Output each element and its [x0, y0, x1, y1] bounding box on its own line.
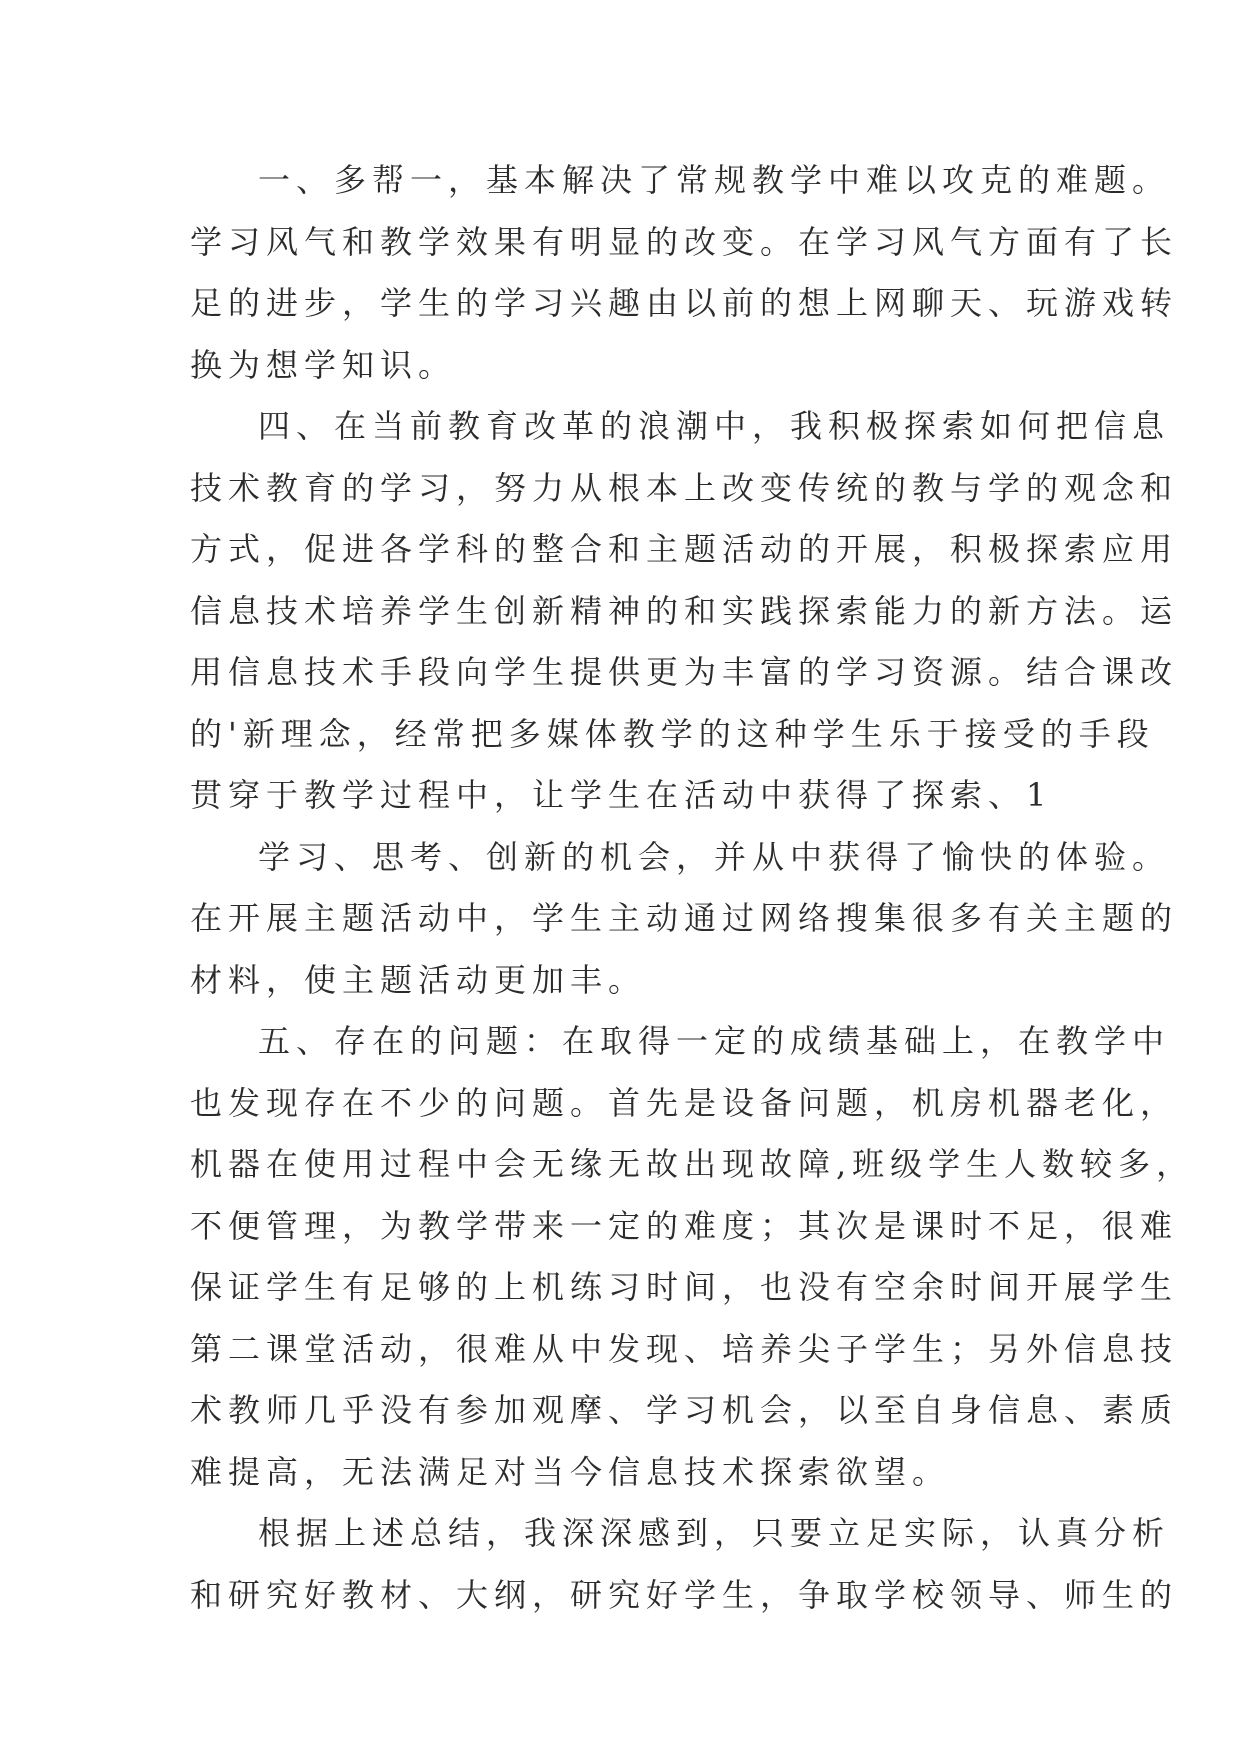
- paragraph-line: 的'新理念，经常把多媒体教学的这种学生乐于接受的手段: [190, 714, 1155, 753]
- paragraph-line: 也发现存在不少的问题。首先是设备问题，机房机器老化，: [190, 1083, 1179, 1122]
- paragraph-line: 第二课堂活动，很难从中发现、培养尖子学生；另外信息技: [190, 1329, 1179, 1368]
- paragraph-line: 贯穿于教学过程中，让学生在活动中获得了探索、1: [190, 776, 1053, 814]
- paragraph-line: 难提高，无法满足对当今信息技术探索欲望。: [190, 1452, 951, 1491]
- paragraph-line: 足的进步，学生的学习兴趣由以前的想上网聊天、玩游戏转: [190, 284, 1179, 322]
- paragraph-line: 方式，促进各学科的整合和主题活动的开展，积极探索应用: [190, 530, 1179, 568]
- paragraph-line: 换为想学知识。: [190, 345, 457, 384]
- paragraph-line: 材料，使主题活动更加丰。: [190, 960, 647, 999]
- paragraph-line: 一、多帮一，基本解决了常规教学中难以攻克的难题。: [258, 161, 1171, 199]
- paragraph-line: 用信息技术手段向学生提供更为丰富的学习资源。结合课改: [190, 653, 1179, 691]
- paragraph-line: 四、在当前教育改革的浪潮中，我积极探索如何把信息: [258, 407, 1171, 445]
- paragraph-line: 学习、思考、创新的机会，并从中获得了愉快的体验。: [258, 837, 1171, 876]
- paragraph-line: 五、存在的问题：在取得一定的成绩基础上，在教学中: [258, 1022, 1171, 1060]
- paragraph-line: 术教师几乎没有参加观摩、学习机会，以至自身信息、素质: [190, 1391, 1179, 1429]
- paragraph-line: 保证学生有足够的上机练习时间，也没有空余时间开展学生: [190, 1268, 1179, 1306]
- paragraph-line: 学习风气和教学效果有明显的改变。在学习风气方面有了长: [190, 222, 1179, 261]
- document-body: [190, 150, 1195, 1626]
- paragraph-line: 信息技术培养学生创新精神的和实践探索能力的新方法。运: [190, 591, 1179, 630]
- paragraph-line: 根据上述总结，我深深感到，只要立足实际，认真分析: [258, 1514, 1171, 1552]
- paragraph-line: 在开展主题活动中，学生主动通过网络搜集很多有关主题的: [190, 899, 1179, 937]
- paragraph-line: 技术教育的学习，努力从根本上改变传统的教与学的观念和: [190, 468, 1179, 507]
- paragraph-line: 不便管理，为教学带来一定的难度；其次是课时不足，很难: [190, 1206, 1179, 1245]
- paragraph-line: 和研究好教材、大纲，研究好学生，争取学校领导、师生的: [190, 1575, 1179, 1614]
- paragraph-line: 机器在使用过程中会无缘无故出现故障,班级学生人数较多，: [190, 1145, 1195, 1183]
